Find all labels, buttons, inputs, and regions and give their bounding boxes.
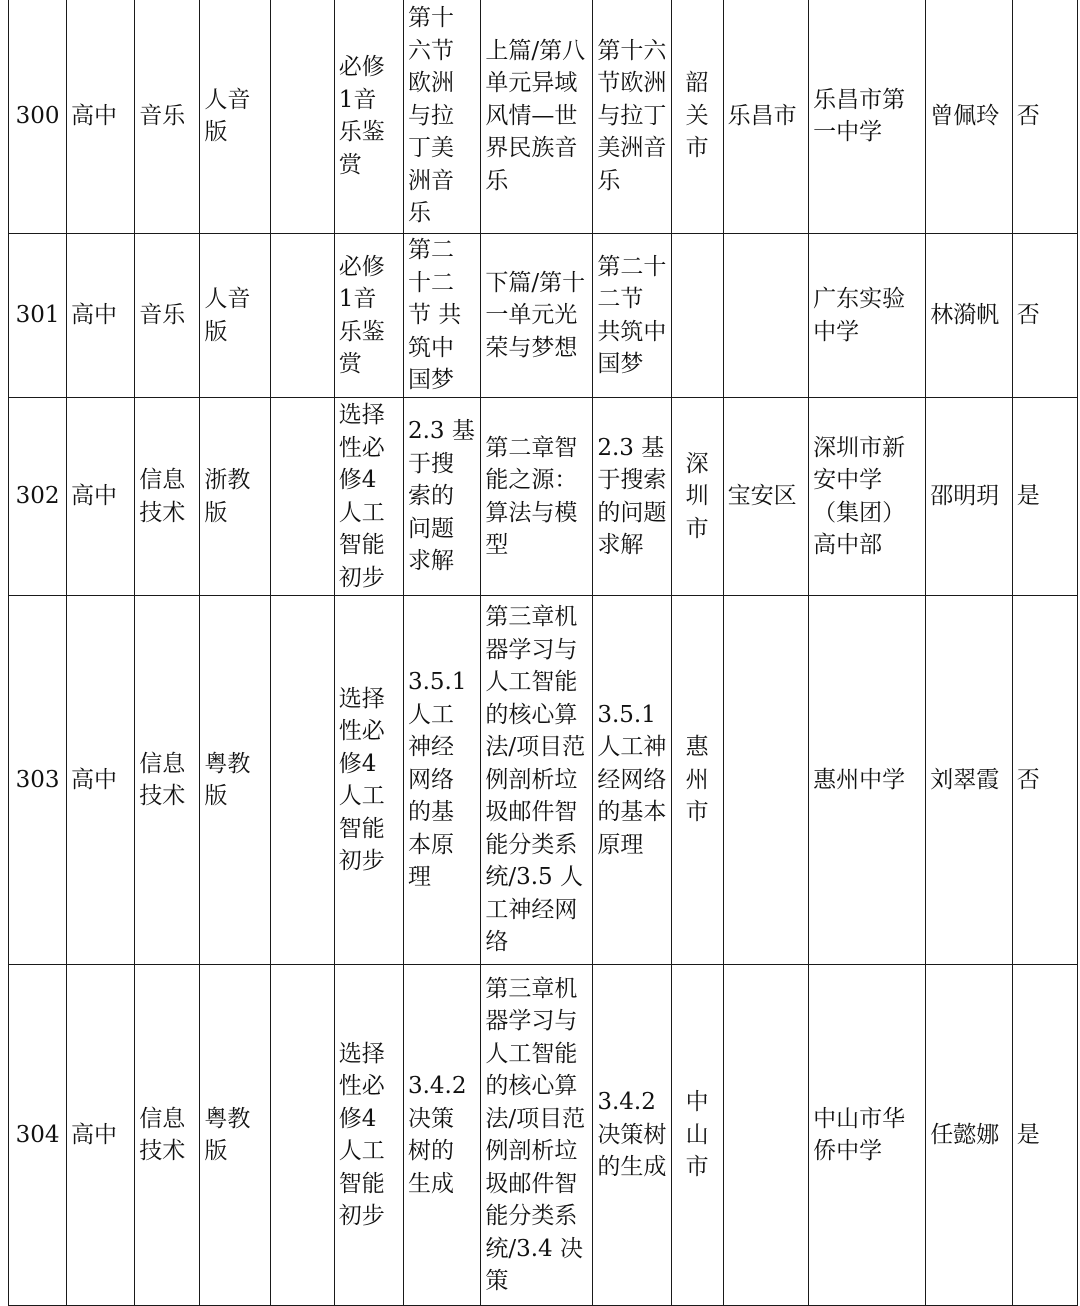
school-level: 高中 bbox=[67, 596, 135, 965]
table-row bbox=[9, 398, 1078, 596]
textbook-edition: 粤教版 bbox=[200, 596, 270, 965]
school-name: 惠州中学 bbox=[809, 596, 926, 965]
district bbox=[723, 965, 809, 1306]
lesson-title: 第二十二节 共筑中国梦 bbox=[593, 234, 671, 398]
textbook-volume: 选择性必修4人工智能初步 bbox=[334, 965, 403, 1306]
section-title: 2.3 基于搜索的问题求解 bbox=[403, 398, 480, 596]
lesson-title: 3.4.2 决策树的生成 bbox=[593, 965, 671, 1306]
unit-title: 第三章机器学习与人工智能的核心算法/项目范例剖析垃圾邮件智能分类系统/3.4 决策 bbox=[481, 965, 593, 1306]
row-number: 302 bbox=[9, 398, 67, 596]
school-name: 乐昌市第一中学 bbox=[809, 0, 926, 234]
city: 中山市 bbox=[671, 965, 723, 1306]
textbook-edition: 人音版 bbox=[200, 234, 270, 398]
textbook-volume: 必修1音乐鉴赏 bbox=[334, 234, 403, 398]
school-level: 高中 bbox=[67, 965, 135, 1306]
empty-cell bbox=[270, 0, 334, 234]
empty-cell bbox=[270, 234, 334, 398]
school-level: 高中 bbox=[67, 234, 135, 398]
unit-title: 下篇/第十一单元光荣与梦想 bbox=[481, 234, 593, 398]
unit-title: 上篇/第八单元异域风情—世界民族音乐 bbox=[481, 0, 593, 234]
table-row bbox=[9, 234, 1078, 398]
table-row bbox=[9, 596, 1078, 965]
table-row bbox=[9, 0, 1078, 234]
teacher-name: 邵明玥 bbox=[926, 398, 1013, 596]
subject: 音乐 bbox=[135, 0, 200, 234]
section-title: 3.4.2 决策树的生成 bbox=[403, 965, 480, 1306]
textbook-volume: 选择性必修4人工智能初步 bbox=[334, 398, 403, 596]
section-title: 3.5.1 人工神经网络的基本原理 bbox=[403, 596, 480, 965]
district: 宝安区 bbox=[723, 398, 809, 596]
district bbox=[723, 596, 809, 965]
row-number: 300 bbox=[9, 0, 67, 234]
textbook-edition: 浙教版 bbox=[200, 398, 270, 596]
unit-title: 第三章机器学习与人工智能的核心算法/项目范例剖析垃圾邮件智能分类系统/3.5 人工神经网络 bbox=[481, 596, 593, 965]
lesson-title: 3.5.1 人工神经网络的基本原理 bbox=[593, 596, 671, 965]
yes-no-flag: 否 bbox=[1012, 0, 1077, 234]
yes-no-flag: 是 bbox=[1012, 965, 1077, 1306]
school-name: 深圳市新安中学（集团）高中部 bbox=[809, 398, 926, 596]
school-name: 广东实验中学 bbox=[809, 234, 926, 398]
subject: 信息技术 bbox=[135, 398, 200, 596]
textbook-volume: 必修1音乐鉴赏 bbox=[334, 0, 403, 234]
subject: 音乐 bbox=[135, 234, 200, 398]
teacher-name: 刘翠霞 bbox=[926, 596, 1013, 965]
row-number: 304 bbox=[9, 965, 67, 1306]
textbook-volume: 选择性必修4人工智能初步 bbox=[334, 596, 403, 965]
empty-cell bbox=[270, 596, 334, 965]
school-level: 高中 bbox=[67, 0, 135, 234]
yes-no-flag: 否 bbox=[1012, 596, 1077, 965]
yes-no-flag: 是 bbox=[1012, 398, 1077, 596]
row-number: 303 bbox=[9, 596, 67, 965]
empty-cell bbox=[270, 965, 334, 1306]
table-row bbox=[9, 965, 1078, 1306]
district bbox=[723, 234, 809, 398]
subject: 信息技术 bbox=[135, 596, 200, 965]
course-table bbox=[8, 0, 1078, 1306]
textbook-edition: 人音版 bbox=[200, 0, 270, 234]
city: 深圳市 bbox=[671, 398, 723, 596]
section-title: 第二十二节 共筑中国梦 bbox=[403, 234, 480, 398]
subject: 信息技术 bbox=[135, 965, 200, 1306]
empty-cell bbox=[270, 398, 334, 596]
city: 韶关市 bbox=[671, 0, 723, 234]
teacher-name: 曾佩玲 bbox=[926, 0, 1013, 234]
lesson-title: 2.3 基于搜索的问题求解 bbox=[593, 398, 671, 596]
row-number: 301 bbox=[9, 234, 67, 398]
textbook-edition: 粤教版 bbox=[200, 965, 270, 1306]
city: 惠州市 bbox=[671, 596, 723, 965]
section-title: 第十六节欧洲与拉丁美洲音乐 bbox=[403, 0, 480, 234]
teacher-name: 林漪帆 bbox=[926, 234, 1013, 398]
teacher-name: 任懿娜 bbox=[926, 965, 1013, 1306]
yes-no-flag: 否 bbox=[1012, 234, 1077, 398]
school-level: 高中 bbox=[67, 398, 135, 596]
unit-title: 第二章智能之源：算法与模型 bbox=[481, 398, 593, 596]
city bbox=[671, 234, 723, 398]
lesson-title: 第十六节欧洲与拉丁美洲音乐 bbox=[593, 0, 671, 234]
school-name: 中山市华侨中学 bbox=[809, 965, 926, 1306]
district: 乐昌市 bbox=[723, 0, 809, 234]
